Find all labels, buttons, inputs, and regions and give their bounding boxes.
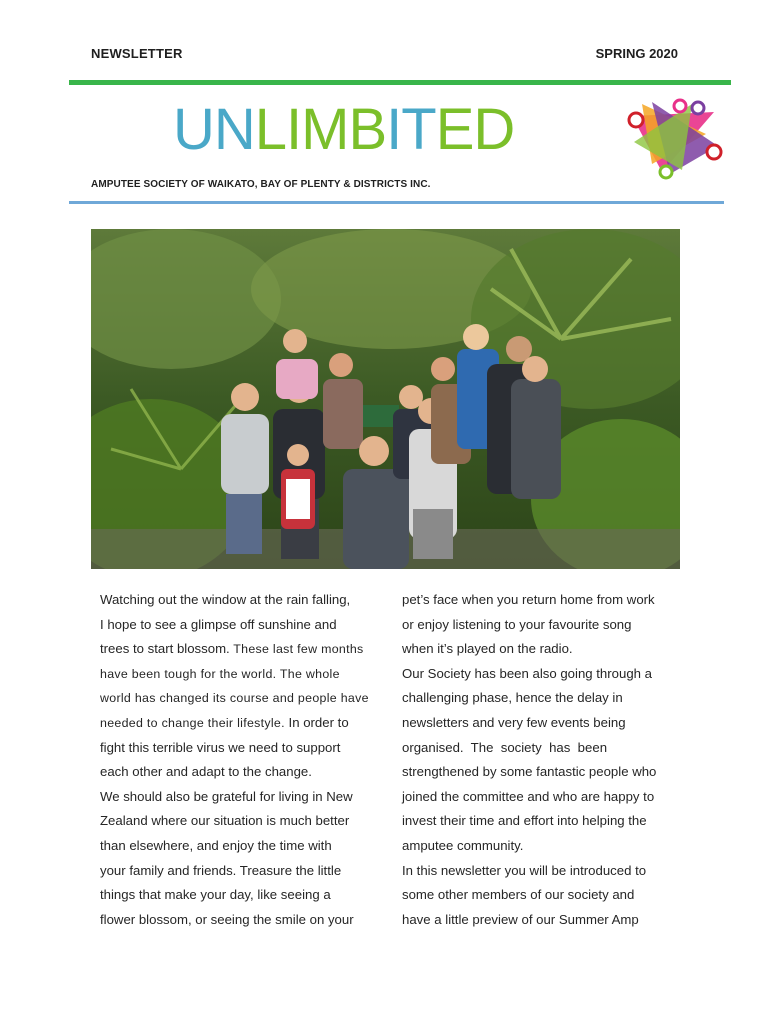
article-line: strengthened by some fantastic people who — [402, 764, 657, 780]
issue-season: SPRING 2020 — [595, 46, 678, 61]
article-segment: These last few months — [229, 642, 364, 657]
article-line — [100, 637, 372, 662]
article-line — [100, 711, 372, 736]
article-segment: needed to change their lifestyle. — [100, 715, 285, 730]
article-line: when it’s played on the radio. — [402, 641, 573, 657]
article-line: pet’s face when you return home from work — [402, 592, 655, 607]
masthead-title — [173, 98, 514, 162]
title-part-3: IT — [386, 97, 436, 162]
group-photo — [91, 229, 680, 569]
article-line: Our Society has been also going through a — [402, 665, 652, 681]
article-line: or enjoy listening to your favourite song — [402, 616, 632, 632]
newsletter-label: NEWSLETTER — [91, 46, 183, 61]
article-line: have been tough for the world. The whole — [100, 666, 340, 681]
article-line: have a little preview of our Summer Amp — [402, 911, 639, 927]
title-part-4: ED — [435, 97, 515, 162]
society-name: AMPUTEE SOCIETY OF WAIKATO, BAY OF PLENTY & DISTRICTS INC. — [91, 179, 431, 190]
article-line: world has changed its course and people have — [100, 691, 369, 706]
article-line: We should also be grateful for living in New — [100, 788, 353, 804]
article-line: organised. The society has been — [402, 739, 608, 755]
article-line: than elsewhere, and enjoy the time with — [100, 837, 332, 853]
article-line: fight this terrible virus we need to support — [100, 739, 341, 755]
article-right-column — [402, 588, 674, 932]
article-line: flower blossom, or seeing the smile on your — [100, 911, 354, 927]
article-segment: In order to — [284, 714, 349, 730]
article-line: In this newsletter you will be introduced to — [402, 862, 647, 878]
article-line: challenging phase, hence the delay in — [402, 690, 623, 706]
article-line: joined the committee and who are happy to — [402, 788, 655, 804]
article-line: invest their time and effort into helping the — [402, 813, 647, 829]
article-line: amputee community. — [402, 837, 524, 853]
title-part-2: LIMB — [254, 97, 387, 162]
article-line: Zealand where our situation is much better — [100, 813, 350, 829]
article-line: newsletters and very few events being — [402, 714, 626, 730]
article-left-column — [100, 588, 372, 932]
header-rule — [69, 80, 731, 85]
article-line: I hope to see a glimpse off sunshine and — [100, 616, 337, 632]
article-line: things that make your day, like seeing a — [100, 887, 331, 903]
article-line: each other and adapt to the change. — [100, 764, 312, 780]
article-line: some other members of our society and — [402, 887, 635, 903]
masthead-rule — [69, 201, 724, 204]
society-logo-icon — [622, 94, 726, 180]
article-line: Watching out the window at the rain falling, — [100, 592, 351, 607]
title-part-1: UN — [173, 97, 255, 162]
article-line: your family and friends. Treasure the little — [100, 862, 342, 878]
article-segment: trees to start blossom. — [100, 641, 230, 657]
